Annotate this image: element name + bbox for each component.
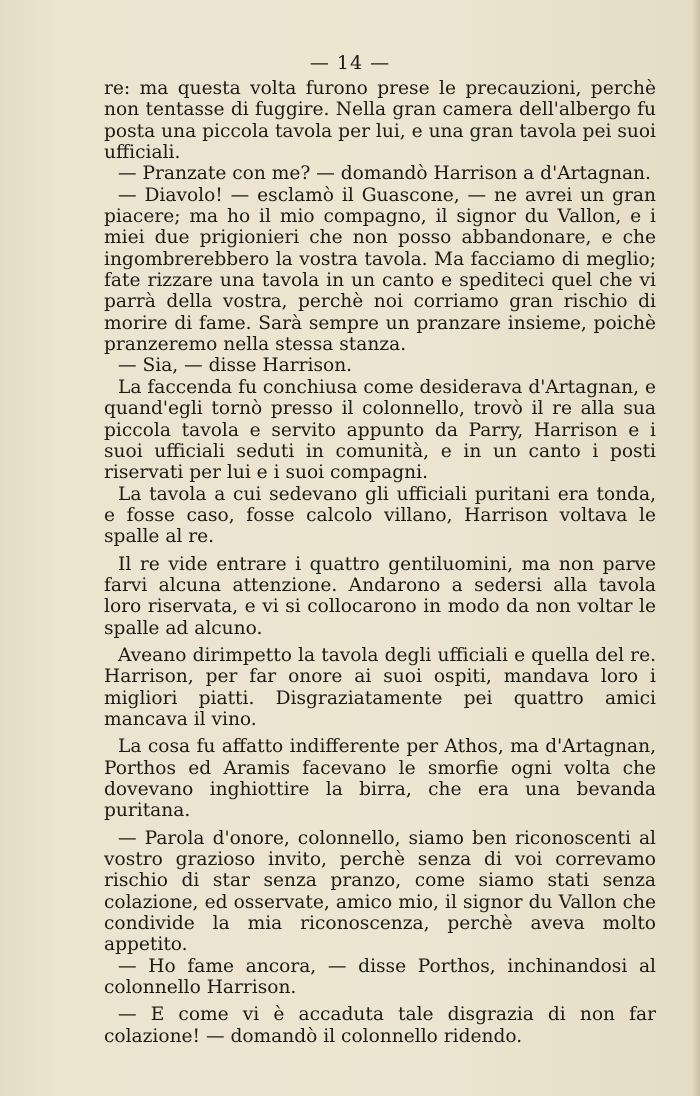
paragraph: re: ma questa volta furono prese le precauzioni, perchè non tentasse di fuggire. Nella gran camera dell'albergo fu posta una piccola tavola per lui, e una gran tavola pei suoi ufficiali. <box>104 78 656 164</box>
paragraph: Aveano dirimpetto la tavola degli ufficiali e quella del re. Harrison, per far onore ai suoi ospiti, mandava loro i migliori piatti. Disgraziatamente pei quattro amici mancava il vino. <box>104 644 656 730</box>
paragraph: Il re vide entrare i quattro gentiluomini, ma non parve farvi alcuna attenzione. Andarono a sedersi alla tavola loro riservata, e vi si collocarono in modo da non voltar le spalle ad alcuno. <box>104 553 656 639</box>
paragraph: — Sia, — disse Harrison. <box>118 355 353 377</box>
paragraph: — Diavolo! — esclamò il Guascone, — ne avrei un gran piacere; ma ho il mio compagno, il signor du Vallon, e i miei due prigionieri che non posso abbandonare, e che ingombrerebbero la vostra tavola. Ma facciamo di meglio; fate rizzare una tavola in un canto e spediteci quel che vi parrà della vostra, perchè noi corriamo gran rischio di morire di fame. Sarà sempre un pranzare insieme, poichè pranzeremo nella stessa stanza. <box>104 184 656 356</box>
paragraph: La tavola a cui sedevano gli ufficiali puritani era tonda, e fosse caso, fosse calcolo villano, Harrison voltava le spalle al re. <box>104 483 656 548</box>
page-edge-shadow <box>692 0 700 1096</box>
body-text <box>104 78 656 1047</box>
paragraph: La faccenda fu conchiusa come desiderava d'Artagnan, e quand'egli tornò presso il colonnello, trovò il re alla sua piccola tavola e servito appunto da Parry, Harrison e i suoi ufficiali seduti in comunità, e in un canto i posti riservati per lui e i suoi compagni. <box>104 376 656 484</box>
paragraph: — Pranzate con me? — domandò Harrison a d'Artagnan. <box>118 163 651 185</box>
paragraph: La cosa fu affatto indifferente per Athos, ma d'Artagnan, Porthos ed Aramis facevano le smorfie ogni volta che dovevano inghiottire la birra, che era una bevanda puritana. <box>104 736 656 822</box>
paragraph: — E come vi è accaduta tale disgrazia di non far colazione! — domandò il colonnello ridendo. <box>104 1004 656 1047</box>
page-number: — 14 — <box>309 52 391 74</box>
paragraph: — Parola d'onore, colonnello, siamo ben riconoscenti al vostro grazioso invito, perchè senza di voi correvamo rischio di star senza pranzo, come siamo stati senza colazione, ed osservate, amico mio, il signor du Vallon che condivide la mia riconoscenza, perchè aveva molto appetito. <box>104 827 656 956</box>
paragraph: — Ho fame ancora, — disse Porthos, inchinandosi al colonnello Harrison. <box>104 955 656 999</box>
